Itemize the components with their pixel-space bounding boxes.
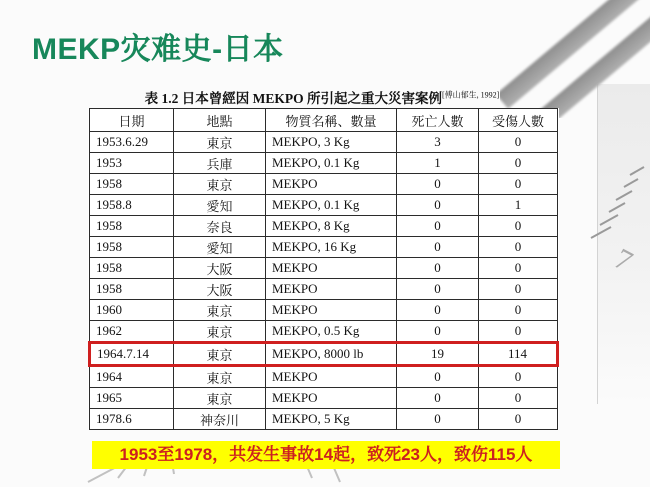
cell-location: 愛知 [174, 237, 266, 258]
cell-date: 1960 [90, 300, 174, 321]
cell-location: 愛知 [174, 195, 266, 216]
cell-location: 東京 [174, 366, 266, 388]
column-header-deaths: 死亡人數 [397, 109, 479, 132]
cell-location: 東京 [174, 132, 266, 153]
cell-date: 1962 [90, 321, 174, 343]
cell-deaths: 0 [397, 258, 479, 279]
cell-location: 東京 [174, 321, 266, 343]
cell-location: 大阪 [174, 279, 266, 300]
cell-date: 1958 [90, 174, 174, 195]
cell-substance: MEKPO [266, 279, 397, 300]
table-row [90, 300, 558, 321]
cell-injuries: 0 [479, 258, 558, 279]
cell-deaths: 0 [397, 366, 479, 388]
table-row [90, 132, 558, 153]
table-caption [88, 87, 556, 107]
cell-date: 1965 [90, 388, 174, 409]
cell-date: 1958 [90, 258, 174, 279]
caption-reference: [傅山郁生, 1992] [442, 90, 500, 100]
cell-location: 奈良 [174, 216, 266, 237]
cell-substance: MEKPO, 0.1 Kg [266, 153, 397, 174]
table-row [90, 153, 558, 174]
cell-deaths: 19 [397, 343, 479, 366]
cell-injuries: 0 [479, 409, 558, 430]
cell-date: 1953.6.29 [90, 132, 174, 153]
cell-injuries: 0 [479, 321, 558, 343]
table-row [90, 195, 558, 216]
cell-substance: MEKPO [266, 174, 397, 195]
cell-substance: MEKPO, 0.5 Kg [266, 321, 397, 343]
table-row [90, 388, 558, 409]
paper-edge-shadow [597, 84, 650, 404]
cell-date: 1953 [90, 153, 174, 174]
cell-date: 1958 [90, 279, 174, 300]
cell-deaths: 0 [397, 300, 479, 321]
cell-injuries: 0 [479, 388, 558, 409]
cell-date: 1978.6 [90, 409, 174, 430]
table-row [90, 216, 558, 237]
table-caption-text: 表 1.2 日本曾經因 MEKPO 所引起之重大災害案例 [144, 91, 443, 106]
ruler-digit: 7 [608, 242, 638, 279]
cell-deaths: 0 [397, 321, 479, 343]
cell-substance: MEKPO, 8000 lb [266, 343, 397, 366]
cell-location: 東京 [174, 343, 266, 366]
table-row [90, 321, 558, 343]
cell-deaths: 0 [397, 195, 479, 216]
cell-substance: MEKPO [266, 388, 397, 409]
table-row [90, 258, 558, 279]
cell-deaths: 0 [397, 279, 479, 300]
cell-substance: MEKPO [266, 258, 397, 279]
summary-banner: 1953至1978，共发生事故14起，致死23人，致伤115人 [92, 441, 560, 469]
table-row [90, 343, 558, 366]
cell-date: 1964 [90, 366, 174, 388]
cell-substance: MEKPO [266, 366, 397, 388]
table-header-row [90, 109, 558, 132]
cell-deaths: 0 [397, 409, 479, 430]
cell-location: 東京 [174, 388, 266, 409]
table-row [90, 366, 558, 388]
cell-substance: MEKPO, 8 Kg [266, 216, 397, 237]
cell-deaths: 0 [397, 174, 479, 195]
table-row [90, 409, 558, 430]
cell-injuries: 0 [479, 300, 558, 321]
column-header-location: 地點 [174, 109, 266, 132]
table-row [90, 237, 558, 258]
column-header-substance: 物質名稱、數量 [266, 109, 397, 132]
cell-substance: MEKPO, 5 Kg [266, 409, 397, 430]
cell-injuries: 0 [479, 174, 558, 195]
cell-injuries: 0 [479, 366, 558, 388]
cell-date: 1958 [90, 216, 174, 237]
cell-substance: MEKPO, 3 Kg [266, 132, 397, 153]
cell-deaths: 0 [397, 216, 479, 237]
cell-injuries: 0 [479, 237, 558, 258]
table-row [90, 174, 558, 195]
page-title: MEKP灾难史-日本 [32, 33, 284, 66]
disaster-table [88, 108, 559, 430]
cell-location: 東京 [174, 174, 266, 195]
cell-location: 神奈川 [174, 409, 266, 430]
cell-date: 1958.8 [90, 195, 174, 216]
cell-location: 兵庫 [174, 153, 266, 174]
cell-date: 1958 [90, 237, 174, 258]
cell-substance: MEKPO [266, 300, 397, 321]
cell-injuries: 0 [479, 132, 558, 153]
cell-deaths: 0 [397, 388, 479, 409]
cell-injuries: 0 [479, 153, 558, 174]
cell-substance: MEKPO, 0.1 Kg [266, 195, 397, 216]
column-header-date: 日期 [90, 109, 174, 132]
cell-injuries: 0 [479, 279, 558, 300]
cell-substance: MEKPO, 16 Kg [266, 237, 397, 258]
cell-injuries: 0 [479, 216, 558, 237]
cell-injuries: 114 [479, 343, 558, 366]
cell-location: 東京 [174, 300, 266, 321]
cell-date: 1964.7.14 [90, 343, 174, 366]
cell-deaths: 1 [397, 153, 479, 174]
cell-deaths: 3 [397, 132, 479, 153]
column-header-injuries: 受傷人數 [479, 109, 558, 132]
table-row [90, 279, 558, 300]
cell-location: 大阪 [174, 258, 266, 279]
cell-injuries: 1 [479, 195, 558, 216]
cell-deaths: 0 [397, 237, 479, 258]
